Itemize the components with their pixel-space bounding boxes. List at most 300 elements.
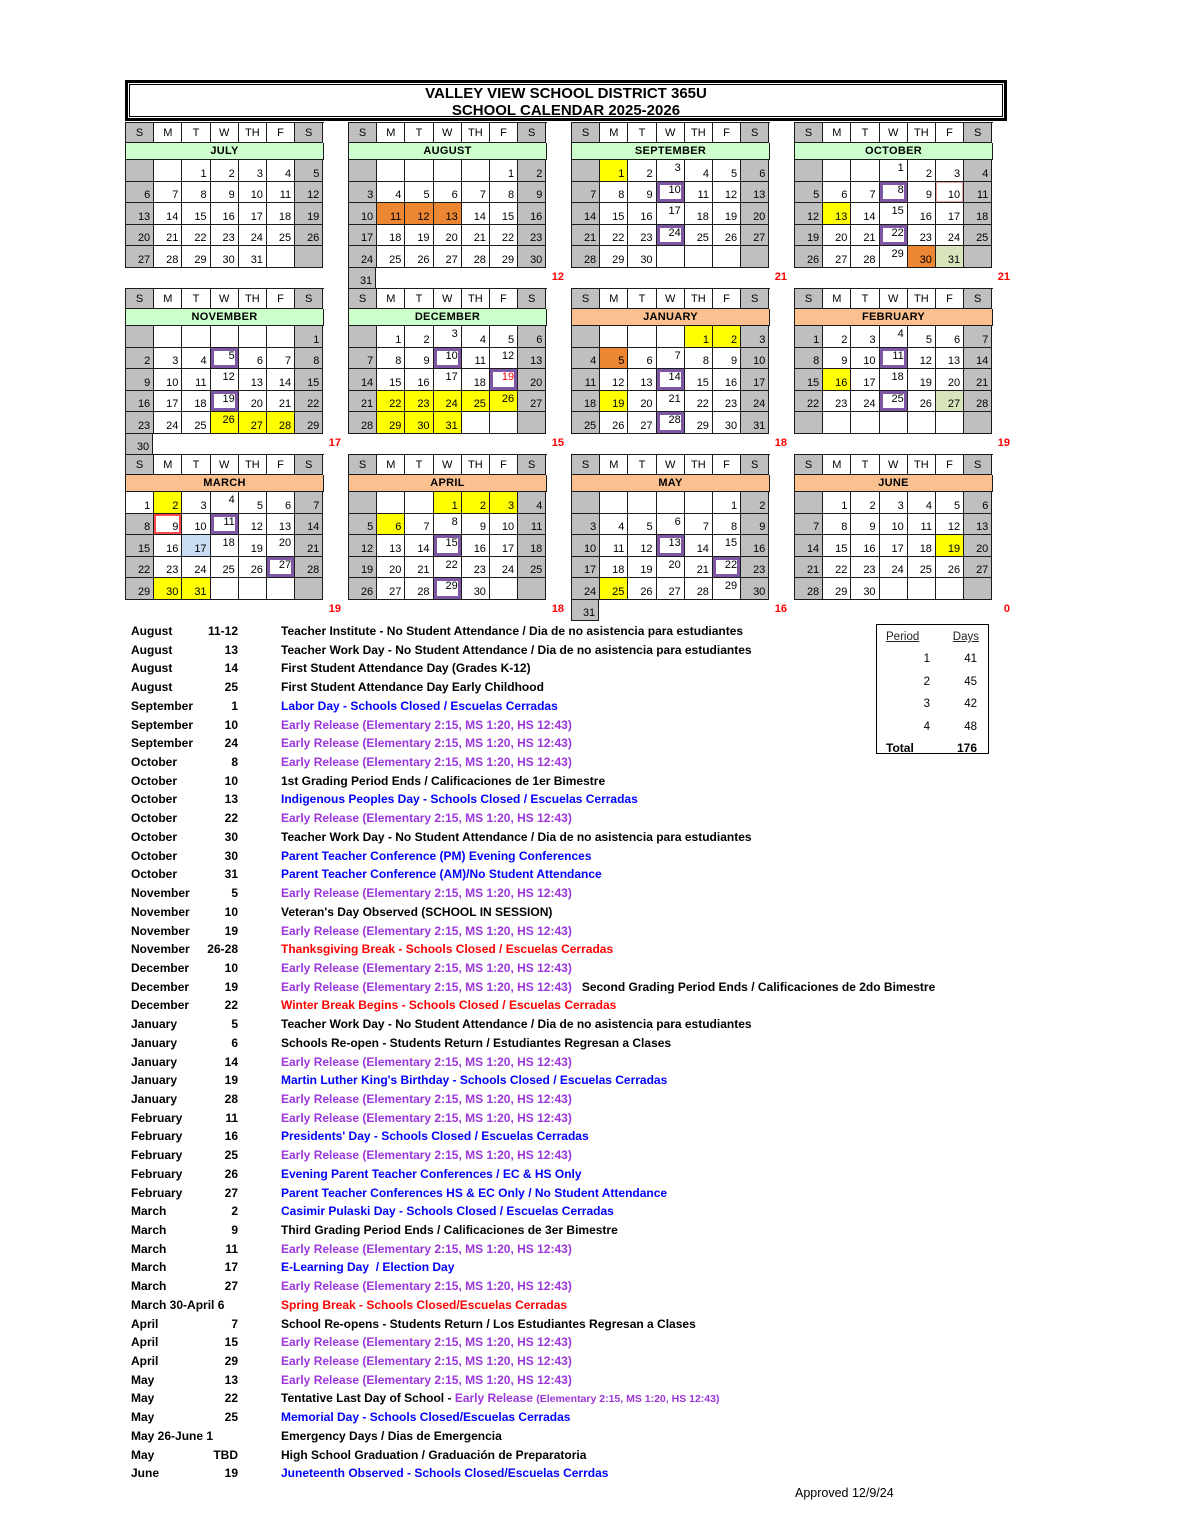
month-footer bbox=[125, 600, 341, 622]
day-cell: 20 bbox=[823, 225, 851, 247]
day-cell: 18 bbox=[267, 203, 295, 225]
month-footer bbox=[571, 268, 787, 290]
month-name: AUGUST bbox=[348, 143, 547, 160]
event-description bbox=[281, 1055, 572, 1069]
day-cell: 6 bbox=[518, 326, 546, 348]
weekday-label: TH bbox=[685, 455, 713, 475]
day-cell: 26 bbox=[713, 225, 741, 247]
weekday-label: T bbox=[405, 289, 433, 309]
event-text: Third Grading Period Ends / Calificaciones de 3er Bimestre bbox=[281, 1223, 618, 1237]
event-date: 11 bbox=[225, 1110, 238, 1125]
day-cell: 12 bbox=[600, 369, 628, 391]
event-month: January bbox=[131, 1091, 178, 1106]
day-cell: 22 bbox=[126, 557, 154, 579]
event-description bbox=[281, 830, 752, 844]
day-cell: 2 bbox=[211, 160, 239, 182]
day-cell: 25 bbox=[267, 225, 295, 247]
month-name: FEBRUARY bbox=[794, 309, 993, 326]
event-text: Early Release (Elementary 2:15, MS 1:20, HS 12:43) bbox=[281, 1354, 572, 1369]
month-calendar bbox=[794, 454, 1010, 622]
event-month: April bbox=[131, 1316, 159, 1331]
month-footer bbox=[794, 600, 1010, 622]
day-cell: 8 bbox=[713, 514, 741, 536]
day-cell: 6 bbox=[628, 348, 656, 370]
event-text: Early Release (Elementary 2:15, MS 1:20, HS 12:43) bbox=[281, 1148, 572, 1163]
day-cell bbox=[964, 412, 992, 434]
day-cell bbox=[154, 326, 182, 348]
event-date: 5 bbox=[231, 886, 238, 901]
day-cell: 22 bbox=[434, 557, 462, 579]
event-date: 19 bbox=[224, 979, 238, 994]
event-month: November bbox=[131, 942, 190, 957]
day-cell: 31 bbox=[571, 600, 599, 622]
day-cell: 23 bbox=[741, 557, 769, 579]
summary-period-value: 2 bbox=[923, 675, 930, 688]
event-date: 19 bbox=[224, 923, 238, 938]
weekday-label: S bbox=[741, 455, 769, 475]
day-cell: 1 bbox=[823, 492, 851, 514]
event-row bbox=[131, 1335, 1091, 1354]
event-month: August bbox=[131, 680, 173, 695]
day-cell: 24 bbox=[239, 225, 267, 247]
day-cell: 12 bbox=[349, 535, 377, 557]
day-cell: 26 bbox=[600, 412, 628, 434]
summary-total-value: 176 bbox=[956, 741, 977, 755]
day-cell: 14 bbox=[851, 203, 879, 225]
day-cell: 26 bbox=[490, 391, 518, 413]
event-month: December bbox=[131, 998, 190, 1013]
event-date: 11-12 bbox=[207, 624, 238, 638]
event-description bbox=[281, 736, 572, 750]
day-cell: 15 bbox=[880, 203, 908, 225]
event-month: March bbox=[131, 1260, 167, 1275]
day-cell bbox=[628, 492, 656, 514]
day-cell bbox=[823, 160, 851, 182]
day-cell: 24 bbox=[154, 412, 182, 434]
day-cell: 1 bbox=[434, 492, 462, 514]
event-month: February bbox=[131, 1148, 183, 1163]
event-row bbox=[131, 1373, 1091, 1392]
event-month: December bbox=[131, 960, 190, 975]
summary-days-value: 41 bbox=[964, 653, 977, 666]
month-footer bbox=[125, 268, 324, 290]
day-cell: 16 bbox=[126, 391, 154, 413]
weekday-label: W bbox=[657, 123, 685, 143]
day-cell: 20 bbox=[741, 203, 769, 225]
day-cell: 1 bbox=[600, 160, 628, 182]
day-cell: 23 bbox=[823, 391, 851, 413]
event-month: October bbox=[131, 829, 178, 844]
day-cell: 31 bbox=[348, 268, 376, 290]
event-row bbox=[131, 961, 1091, 980]
day-cell: 30 bbox=[211, 246, 239, 268]
day-cell: 29 bbox=[377, 412, 405, 434]
event-description bbox=[281, 1242, 572, 1256]
event-row bbox=[131, 1279, 1091, 1298]
event-date: 22 bbox=[224, 1391, 238, 1406]
day-cell: 24 bbox=[490, 557, 518, 579]
weekday-header bbox=[571, 288, 770, 309]
day-cell: 20 bbox=[518, 369, 546, 391]
day-cell: 5 bbox=[600, 348, 628, 370]
day-cell: 27 bbox=[936, 391, 964, 413]
month-days bbox=[348, 160, 547, 268]
event-description bbox=[281, 886, 572, 900]
day-cell: 24 bbox=[851, 391, 879, 413]
day-cell bbox=[434, 160, 462, 182]
day-cell: 11 bbox=[377, 203, 405, 225]
weekday-label: S bbox=[741, 289, 769, 309]
weekday-label: S bbox=[795, 289, 823, 309]
day-cell: 12 bbox=[490, 348, 518, 370]
day-cell: 25 bbox=[211, 557, 239, 579]
day-cell: 13 bbox=[518, 348, 546, 370]
weekday-label: T bbox=[851, 123, 879, 143]
event-text: Early Release bbox=[454, 1391, 537, 1406]
weekday-label: T bbox=[851, 289, 879, 309]
day-cell: 1 bbox=[182, 160, 210, 182]
day-cell: 7 bbox=[154, 182, 182, 204]
event-description bbox=[281, 1354, 572, 1368]
event-date: 14 bbox=[224, 661, 238, 676]
day-cell: 26 bbox=[795, 246, 823, 268]
day-cell: 9 bbox=[908, 182, 936, 204]
day-cell: 3 bbox=[434, 326, 462, 348]
day-cell: 15 bbox=[490, 203, 518, 225]
day-cell: 2 bbox=[713, 326, 741, 348]
weekday-label: M bbox=[823, 123, 851, 143]
month-calendar bbox=[125, 454, 341, 622]
day-cell: 9 bbox=[126, 369, 154, 391]
weekday-label: S bbox=[795, 455, 823, 475]
event-date: 19 bbox=[224, 1466, 238, 1481]
day-cell: 10 bbox=[572, 535, 600, 557]
day-cell: 25 bbox=[908, 557, 936, 579]
event-description bbox=[281, 624, 743, 638]
day-cell: 19 bbox=[795, 225, 823, 247]
event-date: 22 bbox=[224, 998, 238, 1013]
day-cell: 15 bbox=[713, 535, 741, 557]
event-month: August bbox=[131, 661, 173, 676]
month-footer bbox=[571, 434, 787, 456]
day-cell bbox=[600, 492, 628, 514]
day-cell: 27 bbox=[741, 225, 769, 247]
day-cell: 21 bbox=[154, 225, 182, 247]
day-cell bbox=[405, 160, 433, 182]
event-date: 11 bbox=[225, 1241, 238, 1256]
day-cell: 16 bbox=[908, 203, 936, 225]
weekday-label: T bbox=[182, 123, 210, 143]
weekday-label: TH bbox=[462, 455, 490, 475]
day-cell: 14 bbox=[154, 203, 182, 225]
day-cell bbox=[657, 246, 685, 268]
summary-header bbox=[886, 631, 979, 648]
day-cell: 30 bbox=[125, 434, 153, 456]
event-description bbox=[281, 643, 752, 657]
day-cell: 18 bbox=[462, 369, 490, 391]
month-calendar bbox=[348, 122, 564, 290]
day-cell: 6 bbox=[434, 182, 462, 204]
day-cell: 10 bbox=[182, 514, 210, 536]
weekday-header bbox=[571, 454, 770, 475]
weekday-label: F bbox=[713, 123, 741, 143]
event-month: March bbox=[131, 1223, 167, 1237]
day-cell: 18 bbox=[182, 391, 210, 413]
event-row bbox=[131, 942, 1091, 961]
day-cell: 14 bbox=[295, 514, 323, 536]
day-cell: 14 bbox=[795, 535, 823, 557]
event-date: 5 bbox=[231, 1017, 238, 1032]
weekday-label: W bbox=[211, 123, 239, 143]
day-cell: 22 bbox=[795, 391, 823, 413]
event-month: October bbox=[131, 755, 178, 770]
event-description bbox=[281, 661, 531, 675]
day-cell: 28 bbox=[267, 412, 295, 434]
day-cell: 26 bbox=[239, 557, 267, 579]
event-text: Thanksgiving Break - Schools Closed / Escuelas Cerradas bbox=[281, 942, 614, 957]
weekday-label: TH bbox=[685, 123, 713, 143]
weekday-label: S bbox=[518, 123, 546, 143]
calendar-grid bbox=[125, 122, 1025, 624]
day-cell: 30 bbox=[851, 578, 879, 600]
weekday-label: M bbox=[823, 289, 851, 309]
day-cell: 5 bbox=[405, 182, 433, 204]
weekday-label: M bbox=[377, 123, 405, 143]
event-month: September bbox=[131, 736, 194, 751]
day-cell: 1 bbox=[377, 326, 405, 348]
weekday-label: TH bbox=[908, 123, 936, 143]
event-date: 17 bbox=[224, 1260, 238, 1275]
weekday-label: T bbox=[182, 289, 210, 309]
event-date: 14 bbox=[224, 1054, 238, 1069]
month-days bbox=[794, 160, 993, 268]
event-date: 8 bbox=[231, 755, 238, 770]
month-calendar bbox=[794, 288, 1010, 456]
day-cell: 2 bbox=[518, 160, 546, 182]
day-cell: 6 bbox=[741, 160, 769, 182]
school-days-count: 19 bbox=[997, 436, 1010, 449]
month-days bbox=[125, 160, 324, 268]
event-row bbox=[131, 1129, 1091, 1148]
day-cell: 4 bbox=[880, 326, 908, 348]
day-cell bbox=[936, 412, 964, 434]
weekday-label: S bbox=[964, 123, 992, 143]
day-cell: 4 bbox=[462, 326, 490, 348]
summary-row bbox=[886, 693, 979, 716]
day-cell: 8 bbox=[795, 348, 823, 370]
day-cell: 3 bbox=[741, 326, 769, 348]
day-cell bbox=[795, 492, 823, 514]
weekday-label: F bbox=[267, 289, 295, 309]
event-text: Veteran's Day Observed (SCHOOL IN SESSION) bbox=[281, 904, 553, 919]
day-cell: 15 bbox=[434, 535, 462, 557]
weekday-label: M bbox=[154, 289, 182, 309]
day-cell: 19 bbox=[936, 535, 964, 557]
month-days bbox=[571, 326, 770, 434]
event-description bbox=[281, 1111, 572, 1125]
day-cell: 29 bbox=[713, 578, 741, 600]
day-cell: 29 bbox=[434, 578, 462, 600]
day-cell: 19 bbox=[239, 535, 267, 557]
day-cell: 26 bbox=[349, 578, 377, 600]
event-description bbox=[281, 1223, 618, 1237]
day-cell bbox=[964, 578, 992, 600]
day-cell: 9 bbox=[851, 514, 879, 536]
event-text: Early Release (Elementary 2:15, MS 1:20, HS 12:43) bbox=[281, 1279, 572, 1294]
event-text: 1st Grading Period Ends / Calificaciones de 1er Bimestre bbox=[281, 773, 606, 788]
event-date: 10 bbox=[224, 773, 238, 788]
day-cell: 23 bbox=[126, 412, 154, 434]
day-cell: 5 bbox=[628, 514, 656, 536]
event-text: Early Release (Elementary 2:15, MS 1:20, HS 12:43) bbox=[281, 1054, 572, 1069]
day-cell: 12 bbox=[405, 203, 433, 225]
day-cell: 18 bbox=[572, 391, 600, 413]
event-month: May bbox=[131, 1391, 155, 1406]
day-cell: 11 bbox=[182, 369, 210, 391]
event-date: 26 bbox=[224, 1166, 238, 1181]
summary-row bbox=[886, 671, 979, 694]
day-cell: 3 bbox=[239, 160, 267, 182]
event-text: Early Release (Elementary 2:15, MS 1:20, HS 12:43) bbox=[281, 1241, 572, 1256]
weekday-label: S bbox=[349, 123, 377, 143]
day-cell bbox=[349, 160, 377, 182]
day-cell: 14 bbox=[462, 203, 490, 225]
event-text: Parent Teacher Conference (PM) Evening Conferences bbox=[281, 848, 592, 863]
day-cell: 14 bbox=[685, 535, 713, 557]
event-date: 13 bbox=[224, 792, 238, 807]
day-cell: 21 bbox=[349, 391, 377, 413]
day-cell: 14 bbox=[267, 369, 295, 391]
day-cell: 2 bbox=[851, 492, 879, 514]
weekday-label: S bbox=[295, 455, 323, 475]
event-row bbox=[131, 1036, 1091, 1055]
event-date: 26-28 bbox=[207, 942, 238, 957]
day-cell: 5 bbox=[295, 160, 323, 182]
weekday-label: W bbox=[434, 123, 462, 143]
day-cell: 7 bbox=[295, 492, 323, 514]
day-cell bbox=[267, 578, 295, 600]
day-cell: 27 bbox=[518, 391, 546, 413]
event-text: Early Release (Elementary 2:15, MS 1:20, HS 12:43) bbox=[281, 1110, 572, 1125]
day-cell: 12 bbox=[936, 514, 964, 536]
day-cell: 17 bbox=[851, 369, 879, 391]
weekday-header bbox=[794, 288, 993, 309]
day-cell: 23 bbox=[462, 557, 490, 579]
day-cell: 5 bbox=[713, 160, 741, 182]
event-date: 29 bbox=[224, 1354, 238, 1369]
day-cell: 29 bbox=[685, 412, 713, 434]
day-cell: 8 bbox=[182, 182, 210, 204]
event-date: 24 bbox=[224, 736, 238, 751]
weekday-label: TH bbox=[239, 455, 267, 475]
day-cell: 4 bbox=[600, 514, 628, 536]
event-description bbox=[281, 998, 616, 1012]
day-cell: 30 bbox=[462, 578, 490, 600]
day-cell: 5 bbox=[211, 348, 239, 370]
day-cell: 18 bbox=[377, 225, 405, 247]
day-cell: 12 bbox=[795, 203, 823, 225]
day-cell: 3 bbox=[572, 514, 600, 536]
day-cell: 29 bbox=[126, 578, 154, 600]
day-cell: 13 bbox=[239, 369, 267, 391]
day-cell: 24 bbox=[572, 578, 600, 600]
day-cell: 5 bbox=[795, 182, 823, 204]
event-description bbox=[281, 961, 572, 975]
day-cell: 8 bbox=[434, 514, 462, 536]
day-cell: 17 bbox=[880, 535, 908, 557]
day-cell: 12 bbox=[211, 369, 239, 391]
day-cell bbox=[295, 246, 323, 268]
day-cell: 16 bbox=[628, 203, 656, 225]
day-cell: 10 bbox=[349, 203, 377, 225]
day-cell: 1 bbox=[880, 160, 908, 182]
day-cell: 8 bbox=[823, 514, 851, 536]
summary-period-value: 3 bbox=[923, 698, 930, 711]
event-date: 25 bbox=[224, 1410, 238, 1425]
day-cell: 17 bbox=[572, 557, 600, 579]
day-cell: 13 bbox=[267, 514, 295, 536]
day-cell bbox=[295, 578, 323, 600]
event-row bbox=[131, 886, 1091, 905]
day-cell: 19 bbox=[349, 557, 377, 579]
day-cell: 13 bbox=[628, 369, 656, 391]
event-date: TBD bbox=[213, 1447, 238, 1462]
day-cell bbox=[851, 412, 879, 434]
event-date: 25 bbox=[224, 680, 238, 695]
day-cell: 28 bbox=[154, 246, 182, 268]
day-cell: 19 bbox=[490, 369, 518, 391]
event-row bbox=[131, 1017, 1091, 1036]
day-cell: 2 bbox=[741, 492, 769, 514]
day-cell: 14 bbox=[964, 348, 992, 370]
day-cell bbox=[126, 326, 154, 348]
day-cell: 4 bbox=[572, 348, 600, 370]
school-days-count: 16 bbox=[774, 602, 787, 615]
day-cell: 2 bbox=[126, 348, 154, 370]
event-description bbox=[281, 924, 572, 938]
day-cell: 15 bbox=[823, 535, 851, 557]
day-cell: 1 bbox=[795, 326, 823, 348]
event-description bbox=[281, 1017, 752, 1031]
day-cell: 16 bbox=[154, 535, 182, 557]
event-description bbox=[281, 1148, 572, 1162]
day-cell: 25 bbox=[964, 225, 992, 247]
weekday-label: TH bbox=[908, 455, 936, 475]
event-row bbox=[131, 1354, 1091, 1373]
event-month: May 26-June 1 bbox=[131, 1428, 214, 1443]
day-cell: 3 bbox=[851, 326, 879, 348]
school-days-count: 0 bbox=[1003, 602, 1010, 615]
event-month: September bbox=[131, 717, 194, 732]
month-calendar bbox=[125, 288, 341, 456]
event-row bbox=[131, 1223, 1091, 1242]
day-cell: 14 bbox=[405, 535, 433, 557]
summary-period-value: 4 bbox=[923, 720, 930, 733]
day-cell: 5 bbox=[239, 492, 267, 514]
day-cell: 22 bbox=[182, 225, 210, 247]
summary-days-value: 48 bbox=[964, 720, 977, 733]
day-cell: 19 bbox=[628, 557, 656, 579]
day-cell: 3 bbox=[154, 348, 182, 370]
month-calendar bbox=[794, 122, 1010, 290]
day-cell bbox=[490, 412, 518, 434]
weekday-label: S bbox=[518, 289, 546, 309]
event-text: First Student Attendance Day (Grades K-12) bbox=[281, 661, 531, 676]
weekday-label: TH bbox=[908, 289, 936, 309]
day-cell: 16 bbox=[713, 369, 741, 391]
event-text: Early Release (Elementary 2:15, MS 1:20, HS 12:43) bbox=[281, 717, 572, 732]
day-cell bbox=[377, 492, 405, 514]
